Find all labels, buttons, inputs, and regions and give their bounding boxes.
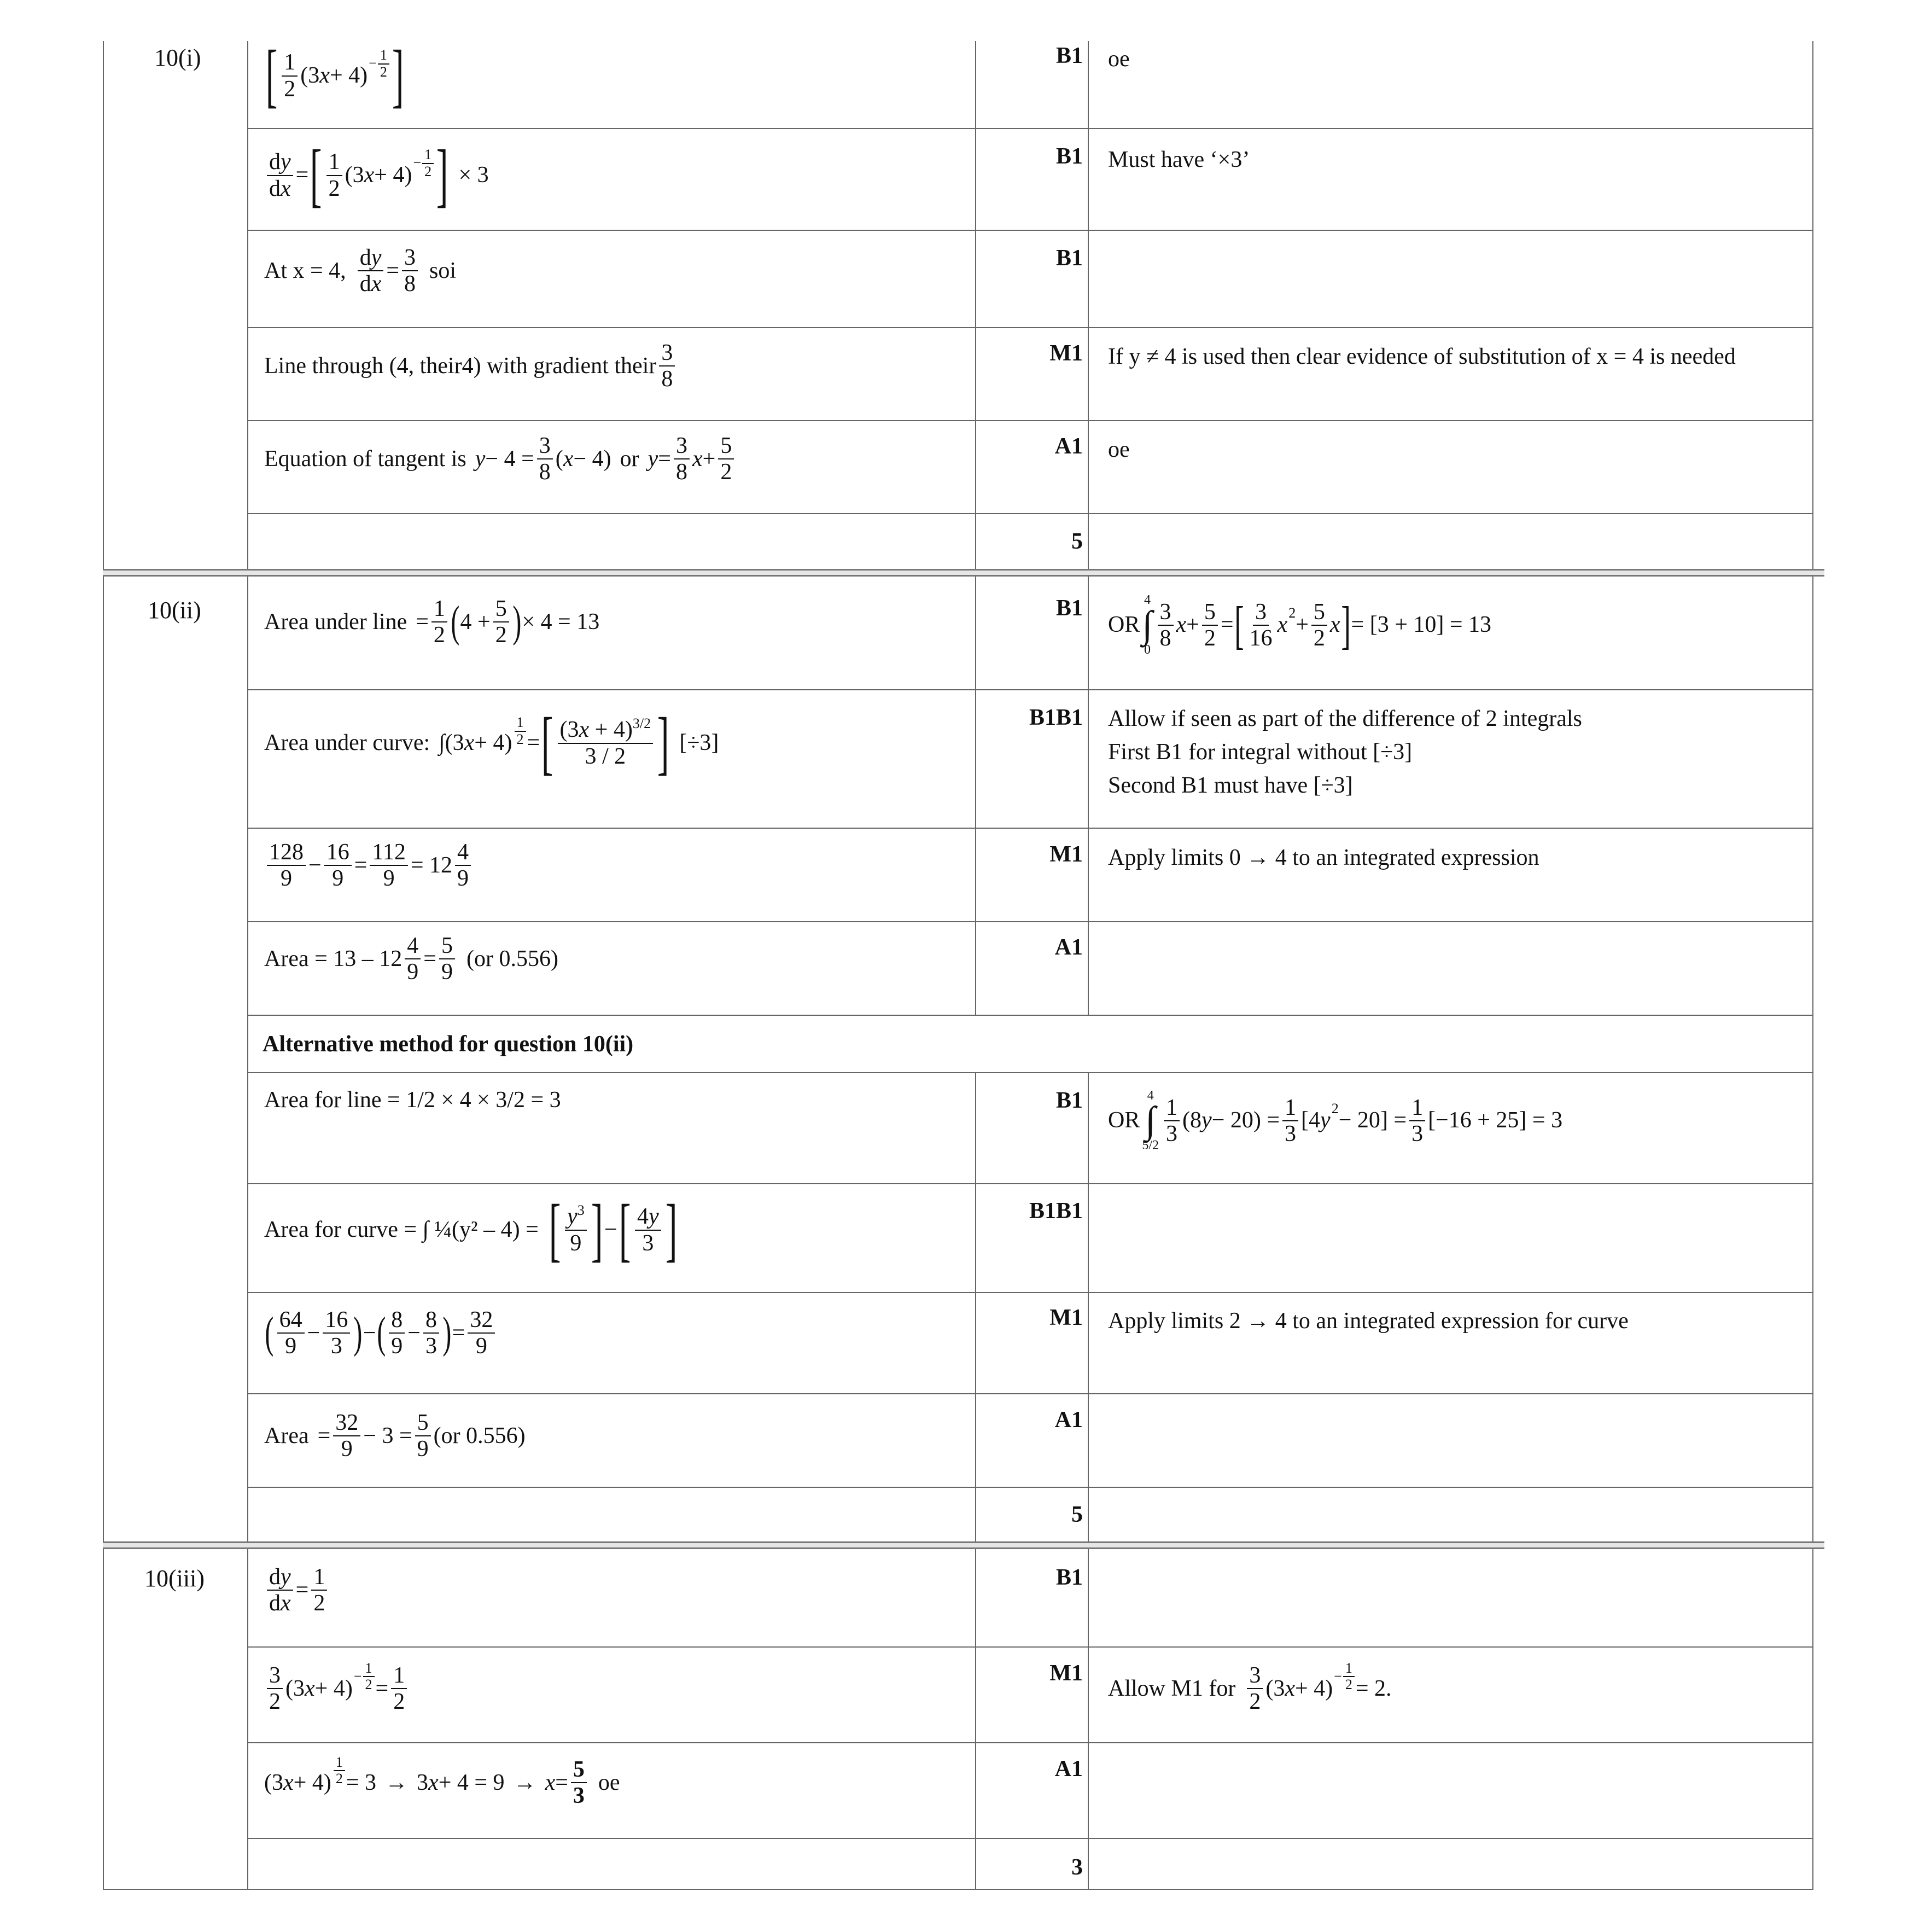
answer-text: (or 0.556)	[466, 946, 558, 972]
answer-text: Area under line	[264, 609, 407, 635]
row-divider	[247, 689, 1813, 690]
question-label: 10(iii)	[144, 1565, 205, 1592]
math-expression: ( $\frac{64}{9}$ − $\frac{16}{3}$ ) − ( $\frac{8}{9}$ − $\frac{8}{3}$ ) = $\frac{32}{9}$	[264, 1307, 498, 1359]
question-label: 10(ii)	[148, 597, 201, 624]
guidance-note: If y ≠ 4 is used then clear evidence of substitution of x = 4 is needed	[1108, 344, 1736, 369]
math-expression: (3 x + 4) $\frac{1}{2}$ = 3 → 3 x + 4 = 9 → x = $\frac{5}{3}$ oe	[264, 1754, 620, 1809]
answer-cell	[264, 840, 975, 891]
math-expression: Line through (4, their4) with gradient their $\frac{3}{8}$	[264, 340, 678, 392]
guidance-note: Must have ‘×3’	[1108, 147, 1250, 172]
mark-code: B1	[1055, 144, 1083, 169]
row-divider	[247, 921, 1813, 922]
guidance-text: Allow M1 for	[1108, 1675, 1236, 1701]
row-divider	[247, 327, 1813, 328]
outer-right-border	[1812, 41, 1813, 1890]
marks-col-border	[975, 41, 976, 1015]
answer-cell	[264, 596, 975, 648]
row-divider	[247, 1015, 1813, 1016]
answer-cell	[264, 703, 975, 782]
mark-code: B1	[1055, 596, 1083, 621]
answer-cell	[264, 1307, 975, 1359]
alternative-method-heading: Alternative method for question 10(ii)	[263, 1032, 634, 1057]
math-expression: $\frac{128}{9}$ − $\frac{16}{9}$ = $\frac{112}{9}$ = 12 $\frac{4}{9}$	[264, 840, 474, 891]
row-divider	[247, 230, 1813, 231]
mark-code: B1	[1055, 43, 1083, 68]
row-divider	[247, 1487, 1813, 1488]
mark-code: M1	[1049, 1661, 1083, 1686]
marks-col-border	[975, 1072, 976, 1890]
guidance-line: First B1 for integral without [÷3]	[1108, 739, 1413, 765]
guidance-note: oe	[1108, 46, 1130, 72]
answer-cell	[264, 1190, 975, 1269]
table-bottom-border	[103, 1889, 1813, 1890]
mark-code: M1	[1049, 341, 1083, 366]
notes-col-border	[1088, 1072, 1089, 1890]
or-label: OR	[1108, 612, 1140, 638]
mark-code: B1	[1055, 1088, 1083, 1113]
math-expression: Allow M1 for $\frac{3}{2}$ (3 x + 4) − $\frac{1}{2}$ = 2.	[1108, 1660, 1392, 1715]
math-expression: Area under line = $\frac{1}{2}$ ( 4 + $\frac{5}{2}$ ) × 4 = 13	[264, 596, 600, 648]
math-expression: Area for curve = ∫ ¼(y² – 4) = [ $\frac{y^3}{9}$ ] − [ $\frac{4y}{3}$ ]	[264, 1190, 678, 1269]
answer-col-border	[247, 41, 248, 1890]
guidance-note	[1108, 702, 1813, 802]
question-label: 10(i)	[154, 44, 201, 71]
answer-cell	[264, 36, 975, 115]
row-divider	[247, 513, 1813, 514]
guidance-line: Allow if seen as part of the difference of 2 integrals	[1108, 706, 1582, 731]
answer-cell	[264, 245, 975, 296]
mark-code: A1	[1054, 935, 1083, 960]
answer-text: Area	[264, 1423, 309, 1449]
math-expression: Area = $\frac{32}{9}$ − 3 = $\frac{5}{9}$ (or 0.556)	[264, 1410, 526, 1462]
part-total: 5	[1071, 1502, 1083, 1527]
row-divider	[247, 128, 1813, 129]
answer-cell	[264, 933, 975, 985]
math-expression: At x = 4, $\frac{dy}{dx}$ = $\frac{3}{8}$ soi	[264, 245, 457, 297]
outer-left-border	[103, 41, 104, 1890]
math-expression: OR 4 ∫ 0 $\frac{3}{8}$ x + $\frac{5}{2}$ = [ $\frac{3}{16}$ x 2 + $\frac{5}{2}$ x ] = [3 + 10] = 13	[1108, 593, 1492, 657]
guidance-note	[1108, 591, 1813, 660]
answer-cell	[264, 1410, 975, 1462]
math-expression: $\frac{dy}{dx}$ = [ $\frac{1}{2}$ (3 x + 4) − $\frac{1}{2}$ ] × 3	[264, 143, 489, 207]
answer-cell	[264, 1564, 975, 1616]
mark-code: A1	[1054, 1756, 1083, 1782]
answer-cell	[264, 1087, 975, 1113]
answer-text: Area for line = 1/2 × 4 × 3/2 = 3	[264, 1087, 561, 1113]
answer-cell	[264, 136, 975, 214]
row-divider	[247, 1183, 1813, 1184]
or-label: OR	[1108, 1108, 1140, 1133]
part-total: 5	[1071, 529, 1083, 554]
answer-text: oe	[598, 1770, 620, 1796]
mark-code: A1	[1054, 1407, 1083, 1433]
answer-cell	[264, 433, 975, 485]
math-expression: [ $\frac{1}{2}$ (3 x + 4) − $\frac{1}{2}$ ]	[265, 36, 404, 115]
answer-text: soi	[429, 258, 457, 284]
answer-text: Area = 13 – 12	[264, 946, 403, 972]
part-separator	[103, 1541, 1824, 1549]
row-divider	[247, 1742, 1813, 1743]
row-divider	[247, 1292, 1813, 1293]
math-expression: $\frac{3}{2}$ (3 x + 4) − $\frac{1}{2}$ = $\frac{1}{2}$	[264, 1663, 410, 1714]
answer-text: Area under curve:	[264, 730, 430, 756]
guidance-line: Second B1 must have [÷3]	[1108, 772, 1353, 798]
mark-code: B1B1	[1029, 705, 1083, 730]
math-expression: Area = 13 – 12 $\frac{4}{9}$ = $\frac{5}{9}$ (or 0.556)	[264, 933, 558, 985]
mark-code: B1	[1055, 246, 1083, 271]
row-divider	[247, 1393, 1813, 1394]
part-separator	[103, 569, 1824, 577]
row-divider	[247, 1072, 1813, 1073]
guidance-note: Apply limits 2 → 4 to an integrated expression for curve	[1108, 1308, 1629, 1334]
mark-code: M1	[1049, 842, 1083, 867]
math-expression: Area under curve: ∫(3 x + 4) $\frac{1}{2}$ = [ $\frac{(3x + 4)^{3/2}}{3 / 2}$ ] [÷3]	[264, 703, 719, 782]
guidance-note	[1108, 1660, 1813, 1715]
mark-code: M1	[1049, 1305, 1083, 1330]
answer-text: (or 0.556)	[433, 1423, 526, 1449]
mark-code: B1B1	[1029, 1198, 1083, 1224]
math-expression: Equation of tangent is y − 4 = $\frac{3}{8}$ ( x − 4) or y = $\frac{3}{8}$ x + $\frac{5}{2}$	[264, 433, 737, 485]
guidance-note	[1108, 1086, 1813, 1155]
answer-cell	[264, 340, 975, 392]
answer-text: or	[620, 446, 639, 472]
answer-text: At x = 4,	[264, 258, 346, 284]
answer-cell	[264, 1754, 975, 1809]
guidance-note: Apply limits 0 → 4 to an integrated expression	[1108, 845, 1539, 870]
guidance-note: oe	[1108, 437, 1130, 462]
answer-cell	[264, 1660, 975, 1715]
answer-text: Equation of tangent is	[264, 446, 466, 472]
row-divider	[247, 1838, 1813, 1839]
row-divider	[247, 1646, 1813, 1648]
mark-code: A1	[1054, 434, 1083, 459]
answer-text: Line through (4, their4) with gradient their	[264, 353, 657, 379]
mark-code: B1	[1055, 1565, 1083, 1590]
math-expression: $\frac{dy}{dx}$ = $\frac{1}{2}$	[264, 1564, 330, 1616]
row-divider	[247, 828, 1813, 829]
part-total: 3	[1071, 1855, 1083, 1880]
notes-col-border	[1088, 41, 1089, 1015]
row-divider	[247, 420, 1813, 421]
math-expression: OR 4 ∫ 5/2 $\frac{1}{3}$ (8 y − 20) = $\frac{1}{3}$ [4 y 2 − 20] = $\frac{1}{3}$ [−16 + 25] = 3	[1108, 1089, 1563, 1153]
answer-text: Area for curve = ∫ ¼(y² – 4) =	[264, 1217, 539, 1243]
